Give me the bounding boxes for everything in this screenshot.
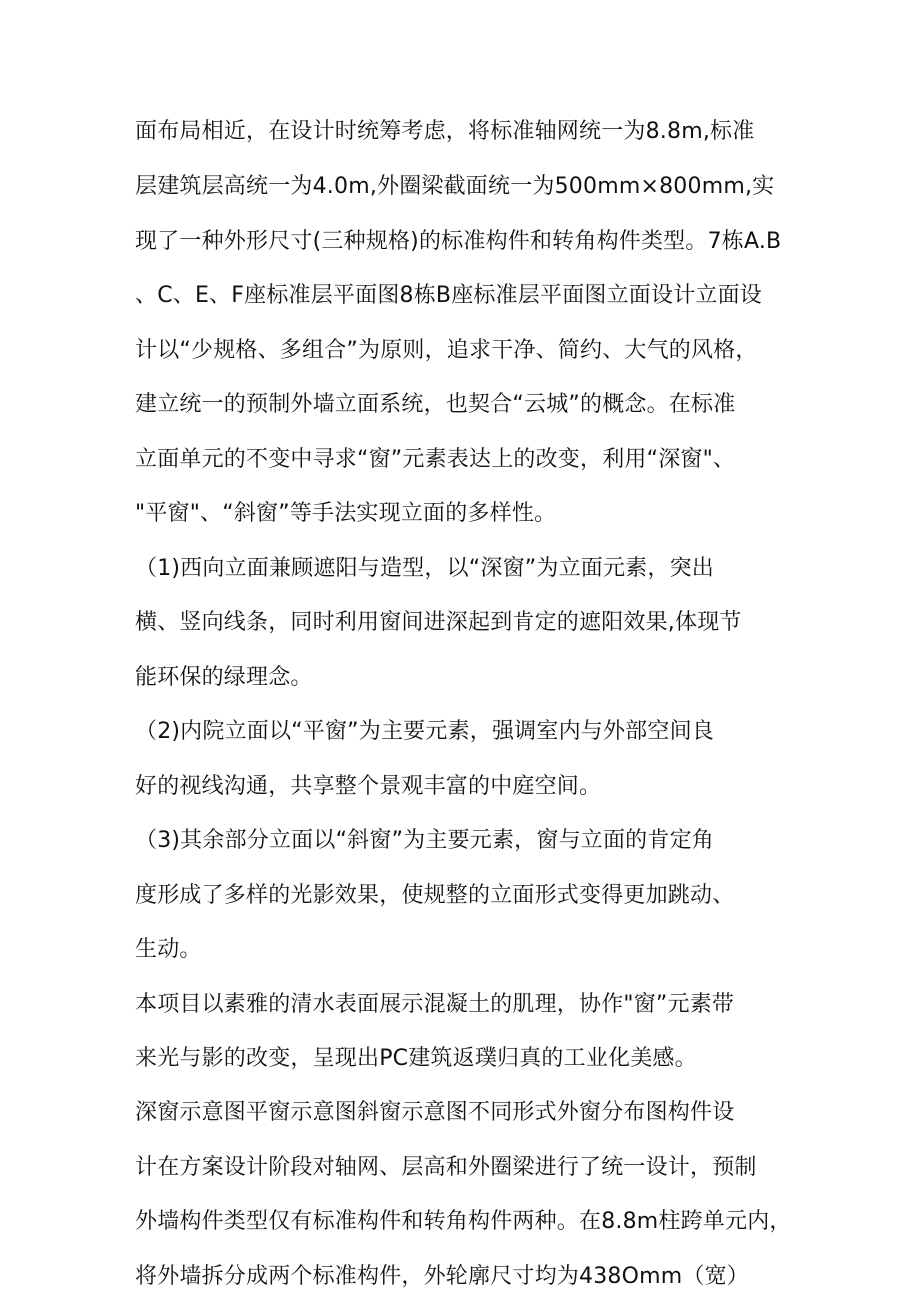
text-line-1: 面布局相近，在设计时统筹考虑，将标准轴网统一为8.8m,标准 — [135, 119, 755, 144]
text-line-4: 、C、E、F座标准层平面图8栋B座标准层平面图立面设计立面设 — [135, 283, 763, 308]
text-line-7: 立面单元的不变中寻求“窗”元素表达上的改变，利用“深窗"、 — [135, 447, 736, 472]
text-line-17: 本项目以素雅的清水表面展示混凝土的肌理，协作"窗”元素带 — [135, 992, 735, 1017]
text-line-22: 将外墙拆分成两个标准构件，外轮廓尺寸均为438Omm（宽） — [135, 1264, 749, 1289]
text-line-14: （3)其余部分立面以“斜窗”为主要元素，窗与立面的肯定角 — [135, 828, 714, 853]
text-line-2: 层建筑层高统一为4.0m,外圈梁截面统一为500mm×800mm,实 — [135, 174, 775, 199]
text-line-6: 建立统一的预制外墙立面系统，也契合“云城”的概念。在标准 — [135, 392, 736, 417]
text-line-3: 现了一种外形尺寸(三种规格)的标准构件和转角构件类型。7栋A.B — [135, 229, 782, 254]
text-line-11: 能环保的绿理念。 — [135, 665, 313, 690]
text-line-8: "平窗"、“斜窗”等手法实现立面的多样性。 — [135, 501, 557, 526]
text-line-13: 好的视线沟通，共享整个景观丰富的中庭空间。 — [135, 774, 602, 799]
text-line-21: 外墙构件类型仅有标准构件和转角构件两种。在8.8m柱跨单元内， — [135, 1209, 792, 1234]
text-line-15: 度形成了多样的光影效果，使规整的立面形式变得更加跳动、 — [135, 883, 735, 908]
text-line-16: 生动。 — [135, 937, 202, 962]
text-line-19: 深窗示意图平窗示意图斜窗示意图不同形式外窗分布图构件设 — [135, 1100, 735, 1125]
text-line-18: 来光与影的改变，呈现出PC建筑返璞归真的工业化美感。 — [135, 1046, 697, 1071]
text-line-5: 计以“少规格、多组合”为原则，追求干净、简约、大气的风格， — [135, 338, 758, 363]
text-line-10: 横、竖向线条，同时利用窗间进深起到肯定的遮阳效果,体现节 — [135, 610, 742, 635]
text-line-20: 计在方案设计阶段对轴网、层高和外圈梁进行了统一设计，预制 — [135, 1155, 757, 1180]
text-line-9: （1)西向立面兼顾遮阳与造型，以“深窗”为立面元素，突出 — [135, 556, 714, 581]
text-line-12: （2)内院立面以“平窗”为主要元素，强调室内与外部空间良 — [135, 719, 714, 744]
